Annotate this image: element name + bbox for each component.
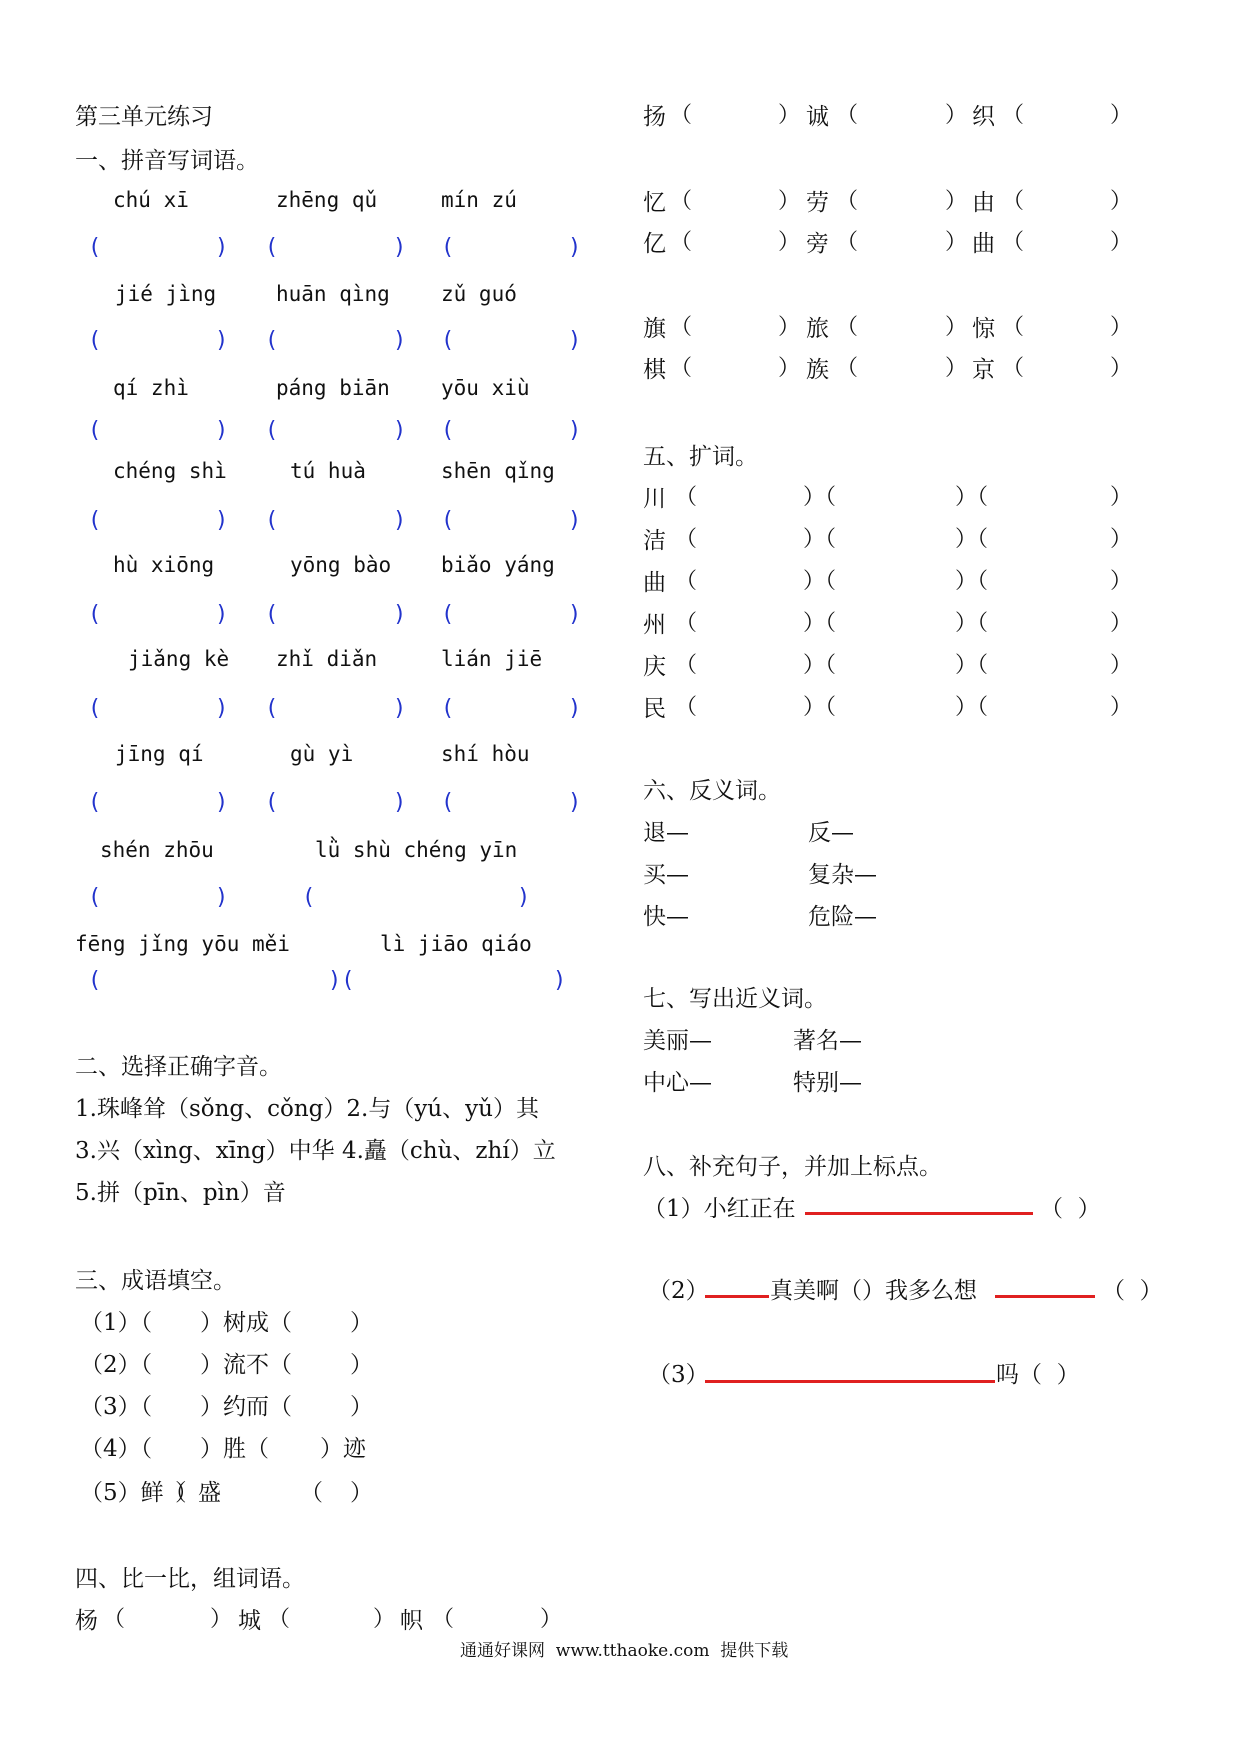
expand-char: 民 [643, 696, 666, 722]
pinyin-item: shén zhōu [100, 838, 214, 862]
answer-open-paren: ( [265, 235, 279, 260]
blank-close-paren: ） [373, 1607, 396, 1632]
pinyin-item: jīng qí [115, 742, 204, 766]
pinyin-item: qí zhì [113, 376, 189, 400]
blank-close-paren: ） [1110, 103, 1133, 128]
idiom-part: （4）（ [80, 1436, 153, 1462]
answer-open-paren: ( [88, 602, 102, 627]
answer-open-paren: ( [88, 696, 102, 721]
answer-close-open-paren: )( [328, 968, 355, 993]
answer-close-paren: ) [215, 696, 229, 721]
blank-close-paren: ） [945, 315, 968, 340]
answer-close-paren: ) [215, 418, 229, 443]
answer-close-paren: ) [568, 790, 582, 815]
answer-open-paren: ( [441, 508, 455, 533]
idiom-part: （5）鲜（ [80, 1480, 187, 1506]
blank-close-paren: ） [778, 356, 801, 381]
idiom-part: ）胜（ [200, 1436, 269, 1462]
answer-close-paren: ) [568, 418, 582, 443]
blank-paren-pair: ）（ [803, 527, 837, 552]
answer-close-paren: ) [215, 602, 229, 627]
blank-paren-pair: ）（ [803, 569, 837, 594]
expand-char: 曲 [643, 570, 666, 596]
section-3-heading: 三、成语填空。 [75, 1268, 236, 1294]
pinyin-item: chú xī [113, 188, 189, 212]
pinyin-item: hù xiōng [113, 553, 215, 577]
compare-char: 亿 [643, 231, 666, 257]
idiom-part: ）盛 [175, 1480, 221, 1506]
pinyin-item: shí hòu [441, 742, 530, 766]
idiom-part: ）约而（ [200, 1394, 292, 1420]
expand-char: 庆 [643, 654, 666, 680]
compare-char: 旁 [806, 231, 829, 257]
section-4-heading: 四、比一比，组词语。 [75, 1566, 305, 1592]
blank-paren-pair: ）（ [955, 653, 989, 678]
answer-open-paren: ( [88, 968, 102, 993]
answer-open-paren: ( [88, 235, 102, 260]
answer-blank[interactable] [705, 1380, 995, 1383]
answer-close-paren: ) [393, 235, 407, 260]
pinyin-item: huān qìng [276, 282, 390, 306]
answer-open-paren: ( [88, 885, 102, 910]
pinyin-item: tú huà [290, 459, 366, 483]
s2-line: 1.珠峰耸（sǒng、cǒng）2.与（yú、yǔ）其 [75, 1096, 539, 1122]
compare-char: 诚 [806, 104, 829, 130]
blank-close-paren: ） [945, 356, 968, 381]
footer-text: 通通好课网 www.tthaoke.com 提供下载 [460, 1641, 789, 1661]
compare-char: 曲 [972, 231, 995, 257]
blank-open-paren: （ [836, 230, 859, 255]
idiom-part: ） [350, 1480, 373, 1506]
compare-char: 杨 [75, 1608, 98, 1634]
answer-close-paren: ) [568, 328, 582, 353]
blank-open-paren: （ [675, 569, 698, 594]
blank-open-paren: （ [675, 695, 698, 720]
synonym-item: 中心— [643, 1070, 712, 1096]
pinyin-item: yōu xiù [441, 376, 530, 400]
pinyin-item: fēng jǐng yōu měi [75, 932, 290, 956]
answer-open-paren: ( [265, 790, 279, 815]
blank-paren-pair: ）（ [955, 527, 989, 552]
answer-close-paren: ) [215, 790, 229, 815]
answer-close-paren: ) [215, 235, 229, 260]
blank-open-paren: （ [432, 1607, 455, 1632]
blank-open-paren: （ [1002, 315, 1025, 340]
answer-close-paren: ) [553, 968, 567, 993]
s8-line1-suffix: （ ） [1040, 1196, 1101, 1222]
blank-close-paren: ） [1110, 189, 1133, 214]
blank-paren-pair: ）（ [803, 485, 837, 510]
blank-open-paren: （ [670, 230, 693, 255]
blank-close-paren: ） [778, 189, 801, 214]
answer-close-paren: ) [517, 885, 531, 910]
blank-open-paren: （ [675, 611, 698, 636]
answer-close-paren: ) [568, 235, 582, 260]
blank-close-paren: ） [1110, 569, 1133, 594]
answer-open-paren: ( [88, 790, 102, 815]
answer-open-paren: ( [88, 328, 102, 353]
blank-close-paren: ） [778, 230, 801, 255]
expand-char: 川 [643, 486, 666, 512]
blank-paren-pair: ）（ [955, 569, 989, 594]
blank-close-paren: ） [945, 189, 968, 214]
pinyin-item: jiǎng kè [128, 647, 230, 671]
blank-close-paren: ） [1110, 485, 1133, 510]
blank-close-paren: ） [1110, 315, 1133, 340]
blank-close-paren: ） [1110, 695, 1133, 720]
page-title: 第三单元练习 [75, 104, 213, 130]
synonym-item: 特别— [793, 1070, 862, 1096]
blank-close-paren: ） [945, 230, 968, 255]
pinyin-item: jié jìng [115, 282, 217, 306]
synonym-item: 著名— [793, 1028, 862, 1054]
idiom-part: （1）（ [80, 1310, 153, 1336]
blank-close-paren: ） [1110, 653, 1133, 678]
answer-open-paren: ( [88, 508, 102, 533]
answer-open-paren: ( [265, 696, 279, 721]
compare-char: 扬 [643, 104, 666, 130]
answer-open-paren: ( [265, 418, 279, 443]
expand-char: 洁 [643, 528, 666, 554]
pinyin-item: shēn qǐng [441, 459, 555, 483]
blank-open-paren: （ [103, 1607, 126, 1632]
answer-open-paren: ( [441, 328, 455, 353]
blank-paren-pair: ）（ [803, 653, 837, 678]
answer-close-paren: ) [393, 418, 407, 443]
section-1-heading: 一、拼音写词语。 [75, 148, 259, 174]
idiom-part: （ [300, 1480, 323, 1506]
blank-open-paren: （ [1002, 356, 1025, 381]
compare-char: 劳 [806, 190, 829, 216]
blank-open-paren: （ [675, 653, 698, 678]
blank-close-paren: ） [778, 103, 801, 128]
s2-line: 3.兴（xìng、xīng）中华 4.矗（chù、zhí）立 [75, 1138, 556, 1164]
answer-close-paren: ) [393, 790, 407, 815]
blank-paren-pair: ）（ [803, 611, 837, 636]
compare-char: 帜 [400, 1608, 423, 1634]
compare-char: 惊 [972, 316, 995, 342]
idiom-part: ） [350, 1394, 373, 1420]
section-5-heading: 五、扩词。 [643, 444, 758, 470]
blank-open-paren: （ [1002, 230, 1025, 255]
blank-open-paren: （ [670, 315, 693, 340]
blank-open-paren: （ [268, 1607, 291, 1632]
answer-open-paren: ( [441, 418, 455, 443]
s8-line2-middle: 真美啊（）我多么想 [770, 1278, 977, 1304]
pinyin-item: zhēng qǔ [276, 188, 378, 212]
antonym-item: 快— [643, 904, 689, 930]
pinyin-item: zhǐ diǎn [276, 647, 378, 671]
answer-close-paren: ) [215, 885, 229, 910]
pinyin-item: lǜ shù chéng yīn [315, 838, 518, 862]
compare-char: 棋 [643, 357, 666, 383]
blank-open-paren: （ [1002, 103, 1025, 128]
blank-paren-pair: ）（ [955, 695, 989, 720]
blank-close-paren: ） [1110, 230, 1133, 255]
idiom-part: （3）（ [80, 1394, 153, 1420]
blank-open-paren: （ [836, 356, 859, 381]
pinyin-item: zǔ guó [441, 282, 517, 306]
answer-open-paren: ( [265, 508, 279, 533]
answer-blank[interactable] [705, 1295, 769, 1298]
s8-line3-prefix: （3） [648, 1362, 709, 1388]
blank-paren-pair: ）（ [803, 695, 837, 720]
s8-line2-suffix: （ ） [1102, 1278, 1163, 1304]
expand-char: 州 [643, 612, 666, 638]
answer-open-paren: ( [441, 790, 455, 815]
compare-char: 京 [972, 357, 995, 383]
section-2-heading: 二、选择正确字音。 [75, 1054, 282, 1080]
s8-line3-suffix: 吗（ ） [996, 1362, 1080, 1388]
idiom-part: ）流不（ [200, 1352, 292, 1378]
blank-open-paren: （ [1002, 189, 1025, 214]
answer-close-paren: ) [568, 508, 582, 533]
blank-paren-pair: ）（ [955, 485, 989, 510]
antonym-item: 反— [808, 820, 854, 846]
section-8-heading: 八、补充句子，并加上标点。 [643, 1154, 942, 1180]
compare-char: 忆 [643, 190, 666, 216]
antonym-item: 退— [643, 820, 689, 846]
blank-open-paren: （ [675, 485, 698, 510]
answer-open-paren: ( [265, 602, 279, 627]
answer-open-paren: ( [441, 602, 455, 627]
antonym-item: 危险— [808, 904, 877, 930]
pinyin-item: mín zú [441, 188, 517, 212]
antonym-item: 买— [643, 862, 689, 888]
blank-open-paren: （ [836, 315, 859, 340]
answer-close-paren: ) [568, 696, 582, 721]
answer-close-paren: ) [215, 508, 229, 533]
section-7-heading: 七、写出近义词。 [643, 986, 827, 1012]
synonym-item: 美丽— [643, 1028, 712, 1054]
blank-paren-pair: ）（ [955, 611, 989, 636]
blank-open-paren: （ [670, 103, 693, 128]
pinyin-item: biǎo yáng [441, 553, 555, 577]
answer-close-paren: ) [393, 328, 407, 353]
idiom-part: ）树成（ [200, 1310, 292, 1336]
idiom-part: ）迹 [320, 1436, 366, 1462]
compare-char: 旅 [806, 316, 829, 342]
blank-open-paren: （ [675, 527, 698, 552]
blank-open-paren: （ [836, 103, 859, 128]
section-6-heading: 六、反义词。 [643, 778, 781, 804]
answer-open-paren: ( [302, 885, 316, 910]
compare-char: 由 [972, 190, 995, 216]
answer-open-paren: ( [441, 235, 455, 260]
idiom-part: ） [350, 1352, 373, 1378]
s8-line1-prefix: （1）小红正在 [643, 1196, 796, 1222]
answer-close-paren: ) [393, 696, 407, 721]
compare-char: 织 [972, 104, 995, 130]
answer-open-paren: ( [441, 696, 455, 721]
blank-open-paren: （ [670, 189, 693, 214]
answer-close-paren: ) [568, 602, 582, 627]
blank-close-paren: ） [778, 315, 801, 340]
pinyin-item: páng biān [276, 376, 390, 400]
pinyin-item: chéng shì [113, 459, 227, 483]
idiom-part: （2）（ [80, 1352, 153, 1378]
pinyin-item: lì jiāo qiáo [380, 932, 532, 956]
blank-close-paren: ） [945, 103, 968, 128]
blank-close-paren: ） [1110, 611, 1133, 636]
blank-open-paren: （ [836, 189, 859, 214]
compare-char: 族 [806, 357, 829, 383]
idiom-part: ） [350, 1310, 373, 1336]
compare-char: 城 [238, 1608, 261, 1634]
answer-close-paren: ) [215, 328, 229, 353]
pinyin-item: gù yì [290, 742, 354, 766]
blank-close-paren: ） [540, 1607, 563, 1632]
answer-close-paren: ) [393, 602, 407, 627]
compare-char: 旗 [643, 316, 666, 342]
answer-open-paren: ( [265, 328, 279, 353]
answer-blank[interactable] [805, 1212, 1033, 1215]
pinyin-item: lián jiē [441, 647, 543, 671]
pinyin-item: yōng bào [290, 553, 392, 577]
blank-close-paren: ） [210, 1607, 233, 1632]
blank-close-paren: ） [1110, 356, 1133, 381]
antonym-item: 复杂— [808, 862, 877, 888]
answer-blank[interactable] [995, 1295, 1095, 1298]
s8-line2-prefix: （2） [648, 1278, 709, 1304]
answer-open-paren: ( [88, 418, 102, 443]
blank-close-paren: ） [1110, 527, 1133, 552]
s2-line: 5.拼（pīn、pìn）音 [75, 1180, 286, 1206]
blank-open-paren: （ [670, 356, 693, 381]
answer-close-paren: ) [393, 508, 407, 533]
